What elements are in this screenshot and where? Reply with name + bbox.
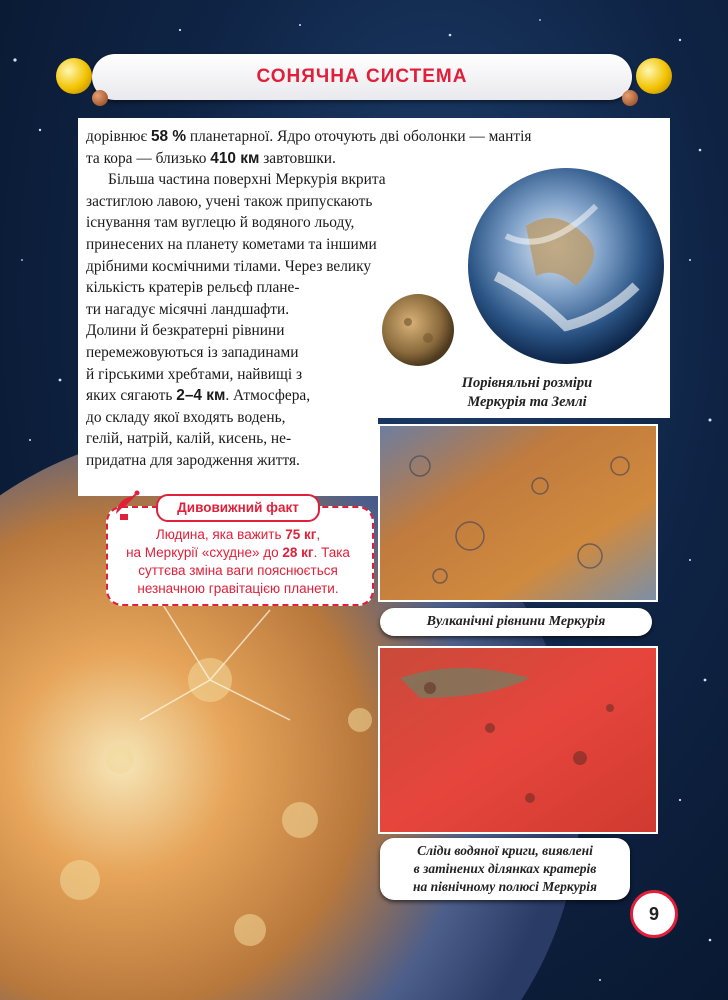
water-ice-caption: Сліди водяної криги, виявлені в затінених ділянках кратерів на північному полюсі Меркурія bbox=[380, 838, 630, 900]
planet-orb-icon bbox=[636, 58, 672, 94]
planet-orb-icon bbox=[622, 90, 638, 106]
size-comparison-caption: Порівняльні розміри Меркурія та Землі bbox=[461, 375, 593, 410]
fact-text: Людина, яка важить 75 кг, на Меркурії «схудне» до 28 кг. Така суттєва зміна ваги пояснюється незначною гравітацією планети. bbox=[126, 527, 350, 596]
text-line: Більша частина поверхні Меркурія вкрита bbox=[108, 171, 386, 189]
text-line: існування там вуглецю й водяного льоду, bbox=[86, 214, 355, 232]
body-text bbox=[86, 126, 666, 472]
text-line: застиглою лавою, учені також припускають bbox=[86, 192, 373, 210]
text-line: принесених на планету кометами та іншими bbox=[86, 235, 377, 253]
text-line: дорівнює 58 % планетарної. Ядро оточують дві оболонки — мантія bbox=[86, 128, 532, 145]
fact-label: Дивовижний факт bbox=[156, 494, 320, 522]
text-line: дрібними космічними тілами. Через велику bbox=[86, 257, 372, 275]
volcanic-plains-caption: Вулканічні рівнини Меркурія bbox=[380, 608, 652, 636]
planet-orb-icon bbox=[56, 58, 92, 94]
satellite-dish-icon bbox=[110, 490, 144, 524]
text-line: ти нагадує місячні ландшафти. bbox=[86, 300, 290, 318]
volcanic-plains-photo bbox=[378, 424, 658, 602]
text-line: та кора — близько 410 км завтовшки. bbox=[86, 149, 336, 167]
text-line: яких сягають 2–4 км. Атмосфера, bbox=[86, 387, 311, 405]
header-banner bbox=[92, 54, 632, 100]
text-line: придатна для зародження життя. bbox=[86, 451, 300, 469]
text-line: й гірськими хребтами, найвищі з bbox=[86, 365, 303, 383]
planet-orb-icon bbox=[92, 90, 108, 106]
water-ice-photo bbox=[378, 646, 658, 834]
text-line: кількість кратерів рельєф плане- bbox=[86, 279, 300, 297]
text-line: Долини й безкратерні рівнини bbox=[86, 322, 285, 340]
text-line: перемежовуються із западинами bbox=[86, 343, 299, 361]
page-number: 9 bbox=[630, 890, 678, 938]
text-line: гелій, натрій, калій, кисень, не- bbox=[86, 430, 292, 448]
page-title: СОНЯЧНА СИСТЕМА bbox=[256, 66, 468, 87]
text-line: до складу якої входять водень, bbox=[86, 408, 286, 426]
